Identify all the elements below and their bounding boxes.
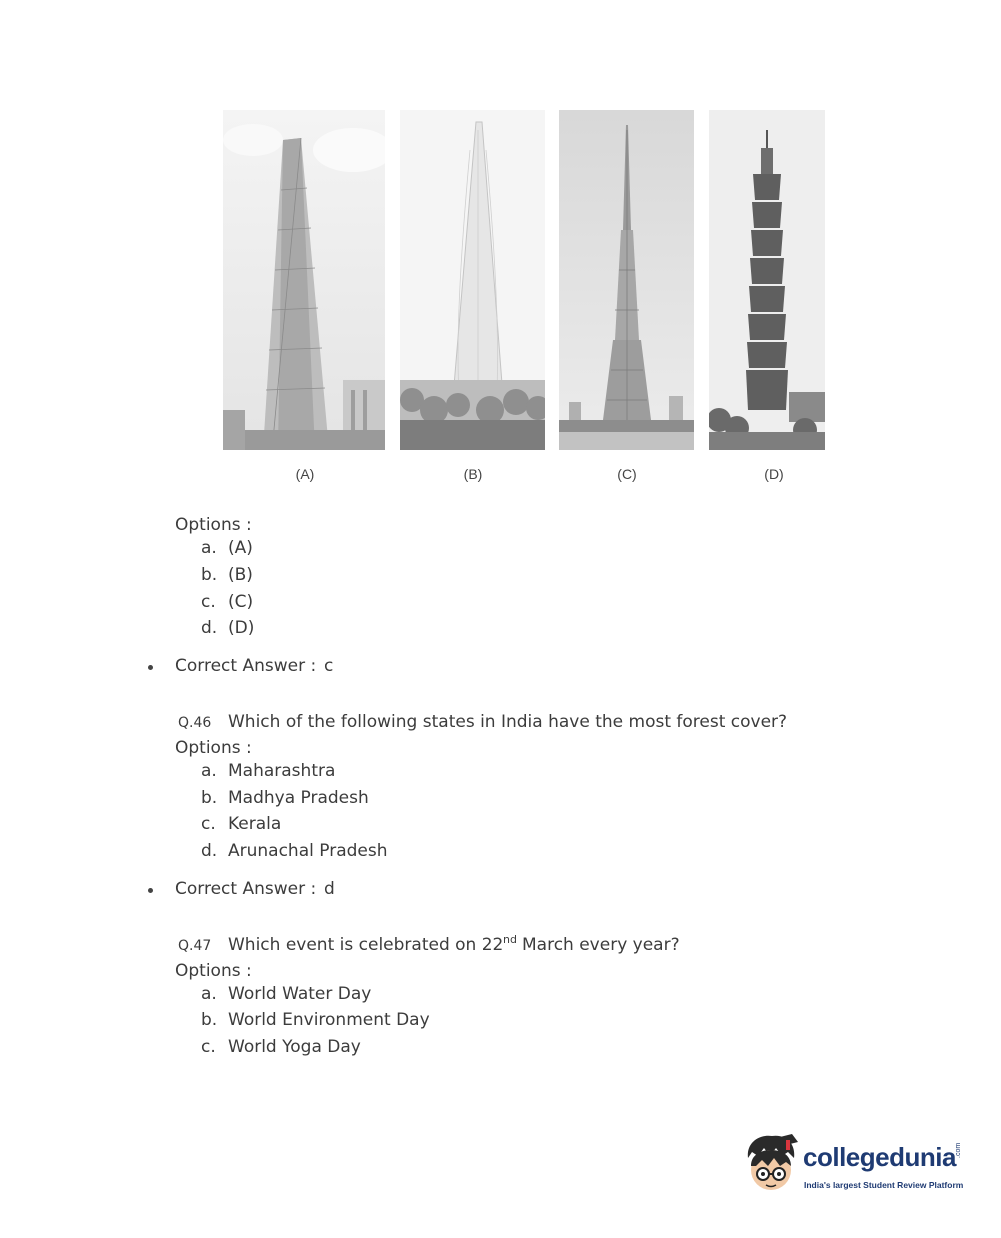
bullet-icon — [148, 665, 153, 670]
q47-question-post: March every year? — [522, 935, 680, 955]
logo-mascot-icon — [742, 1132, 800, 1194]
q46-option-letter: a. — [201, 761, 217, 781]
q46-option-letter: d. — [201, 841, 218, 861]
q45-option-text: (B) — [228, 565, 253, 585]
q46-option-letter: c. — [201, 814, 216, 834]
bullet-icon — [148, 888, 153, 893]
q46-answer-label: Correct Answer : — [175, 879, 317, 899]
figure-b-image — [400, 110, 545, 450]
q46-option-text: Madhya Pradesh — [228, 788, 369, 808]
q47-option-letter: c. — [201, 1037, 216, 1057]
q45-answer-value: c — [324, 656, 334, 676]
q45-option-text: (C) — [228, 592, 254, 612]
q47-question-pre: Which event is celebrated on 22 — [228, 935, 504, 955]
q45-option-letter: b. — [201, 565, 218, 585]
figure-c-label: (C) — [617, 466, 637, 482]
q45-option-text: (A) — [228, 538, 253, 558]
q45-answer-label: Correct Answer : — [175, 656, 317, 676]
q46-option-text: Kerala — [228, 814, 282, 834]
q46-option-text: Maharashtra — [228, 761, 336, 781]
figure-c-image — [559, 110, 694, 450]
q47-question-sup: nd — [503, 933, 517, 946]
figure-a-image — [223, 110, 385, 450]
logo-tagline: India's largest Student Review Platform — [804, 1180, 964, 1190]
q46-question: Which of the following states in India have the most forest cover? — [228, 712, 788, 732]
q47-option-text: World Environment Day — [228, 1010, 430, 1030]
logo-name: collegedunia — [803, 1142, 956, 1172]
q47-option-letter: a. — [201, 984, 217, 1004]
q45-option-letter: a. — [201, 538, 217, 558]
q47-number: Q.47 — [178, 938, 212, 954]
q45-options-heading: Options : — [175, 515, 252, 535]
q46-option-text: Arunachal Pradesh — [228, 841, 388, 861]
q45-option-text: (D) — [228, 618, 255, 638]
logo-suffix: .com — [955, 1142, 962, 1158]
figure-a-label: (A) — [295, 466, 315, 482]
figure-b-label: (B) — [463, 466, 483, 482]
q47-option-letter: b. — [201, 1010, 218, 1030]
q47-option-text: World Yoga Day — [228, 1037, 361, 1057]
q46-number: Q.46 — [178, 715, 212, 731]
q46-options-heading: Options : — [175, 738, 252, 758]
q45-option-letter: c. — [201, 592, 216, 612]
figure-d-image — [709, 110, 825, 450]
figure-d-label: (D) — [764, 466, 784, 482]
q46-option-letter: b. — [201, 788, 218, 808]
q45-option-letter: d. — [201, 618, 218, 638]
q46-answer-value: d — [324, 879, 335, 899]
q47-options-heading: Options : — [175, 961, 252, 981]
q47-option-text: World Water Day — [228, 984, 372, 1004]
